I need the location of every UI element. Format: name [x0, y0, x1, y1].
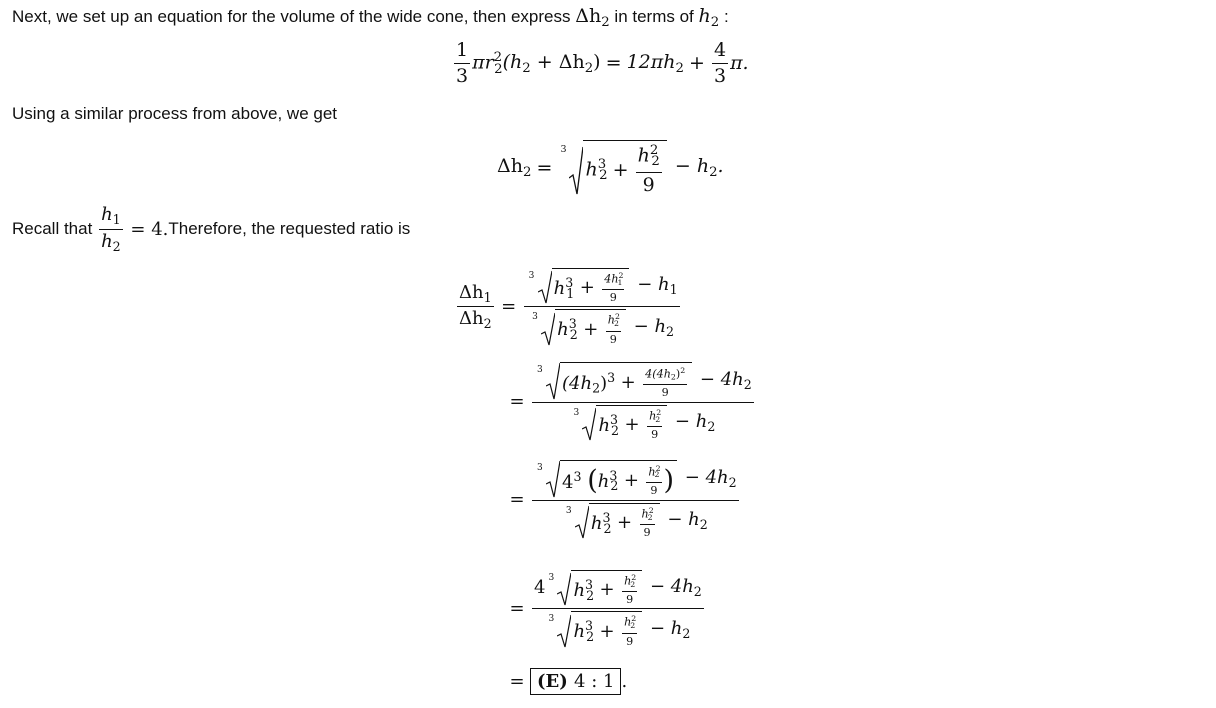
cube-root: 3 $h^3_2$ + $\frac{h^2_2}{9}$ — [559, 140, 666, 196]
h2-inline: $h_2$ — [698, 5, 720, 30]
pi-term: π. — [730, 52, 749, 75]
equals-sign: = — [536, 156, 553, 179]
similar-process-sentence — [12, 104, 337, 124]
lhs-paren: $(h_2 + \Delta h_2)$ — [502, 50, 601, 76]
similar-process-text: Using a similar process from above, we get — [12, 104, 338, 123]
intro-text: Next, we set up an equation for the volume of the wide cone, then express — [12, 7, 571, 27]
ratio-answer-row: = (E) 4 : 1 . — [504, 668, 627, 695]
ratio-row-4: = 4 3 $h^3_2$ + $\frac{h^2_2}{9}$ − $4h_2$ 3 $h^3_2$ + $\frac{h^2_2}{9}$ − $h_2$ — [504, 570, 706, 648]
pi-r2-squared: $\pi r^2_2$ — [472, 50, 503, 77]
answer-box — [530, 668, 621, 695]
delta-h2-equation — [497, 140, 724, 196]
ratio-row-1: $\frac{\Delta h_1}{\Delta h_2}$ = 3 $h^3_1$ + $\frac{4h^2_1}{9}$ − $h_1$ 3 $h^3_2$ + $\frac{h^2_2}{9}$ − $h_2$ — [455, 268, 682, 346]
answer-value: 4 : 1 — [574, 671, 615, 692]
minus-h2: − $h_2$. — [674, 155, 724, 181]
therefore-text: Therefore, the requested ratio is — [168, 219, 411, 239]
recall-text: Recall that — [12, 219, 93, 239]
fraction-four-thirds: $\frac{4}{3}$ — [713, 39, 727, 87]
ratio-row-3: = 3 $4^3$ ( $h^3_2$ + $\frac{h^2_2}{9}$ ) − $4h_2$ 3 $h^3_2$ + $\frac{h^2_2}{9}$ − $h_2$ — [504, 460, 741, 539]
volume-equation — [452, 40, 749, 87]
intro-text-mid: in terms of — [614, 7, 694, 27]
recall-sentence — [12, 205, 410, 253]
delta-h2-lhs: $\Delta h_2$ — [497, 155, 532, 181]
fraction-one-third: $\frac{1}{3}$ — [456, 39, 469, 87]
delta-h2-inline: $\Delta h_2$ — [575, 5, 610, 30]
intro-sentence — [12, 5, 729, 30]
equals-sign: = — [605, 52, 622, 75]
delta-ratio: $\frac{\Delta h_1}{\Delta h_2}$ — [459, 281, 492, 332]
ratio-row-2: = 3 $(4h_2)^3$ + $\frac{4(4h_2)^2}{9}$ − $4h_2$ 3 $h^3_2$ + $\frac{h^2_2}{9}$ − $h_2$ — [504, 362, 756, 441]
plus-sign: + — [689, 52, 705, 75]
ratio-h1-h2: $\frac{h_1}{h_2}$ = 4. — [101, 204, 169, 254]
answer-label: (E) — [537, 671, 568, 692]
intro-colon: : — [723, 7, 729, 27]
twelve-pi-h2: $12\pi h_2$ — [626, 50, 684, 76]
